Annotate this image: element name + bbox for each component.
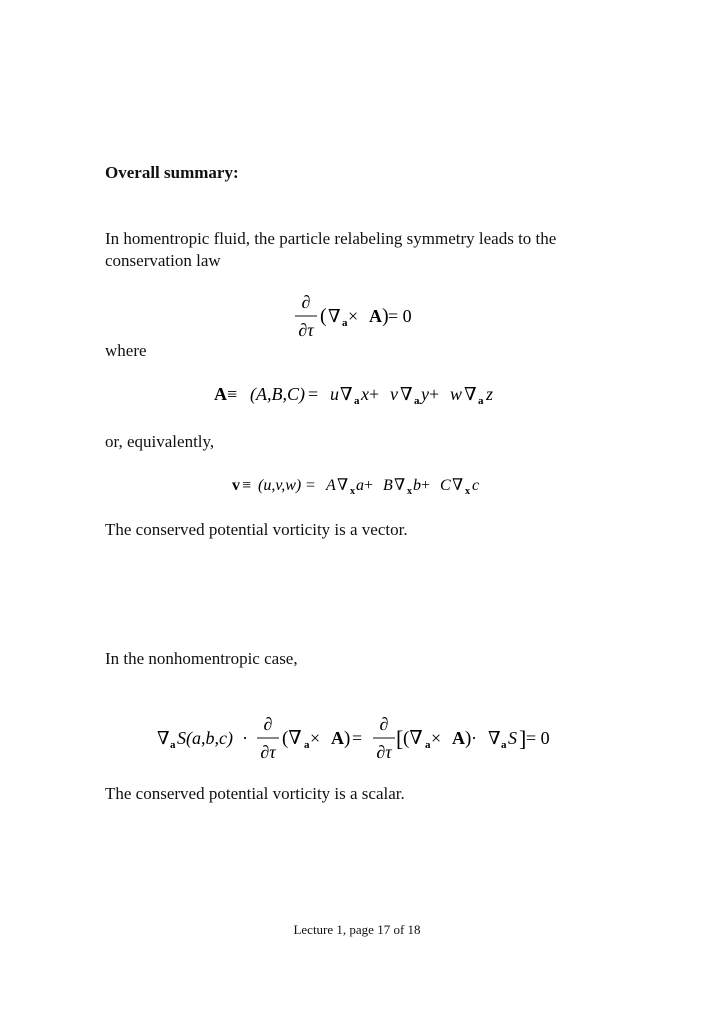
sub-a-1: a <box>354 395 360 407</box>
times-2: × <box>431 728 442 748</box>
equals-zero: = 0 <box>388 306 412 326</box>
partial-numerator-2: ∂ <box>379 714 389 734</box>
partial-denominator: ∂τ <box>298 320 314 340</box>
nonhomentropic-equation <box>0 712 714 768</box>
coef-B: B <box>383 477 393 494</box>
vector-A: A <box>369 306 382 326</box>
scalar-statement: The conserved potential vorticity is a scalar. <box>105 784 405 803</box>
cdot-2: · <box>471 728 477 748</box>
right-bracket: ] <box>519 726 527 751</box>
plus-1: + <box>364 477 374 494</box>
var-b: b <box>413 477 421 494</box>
sub-x-2: x <box>407 486 412 497</box>
close-paren-1: ) <box>344 728 351 749</box>
equiv-symbol: ≡ <box>227 384 238 404</box>
sub-a-4: a <box>501 739 507 751</box>
S-abc: S(a,b,c) <box>177 728 233 748</box>
nonhomentropic-text: In the nonhomentropic case, <box>105 649 298 668</box>
vector-A-1: A <box>331 728 344 748</box>
curl-open-2: (∇ <box>403 728 423 749</box>
open-paren: ( <box>320 305 327 327</box>
var-a: a <box>356 477 364 494</box>
nabla-1: ∇ <box>340 384 353 404</box>
section-heading: Overall summary: <box>105 163 239 182</box>
var-x: x <box>361 384 369 404</box>
var-z: z <box>486 384 494 404</box>
plus-1: + <box>369 384 380 404</box>
times-symbol: × <box>348 306 359 326</box>
var-S: S <box>508 728 517 748</box>
vector-A-2: A <box>452 728 465 748</box>
equiv-symbol: ≡ <box>242 477 252 494</box>
coef-w: w <box>450 384 463 404</box>
var-c: c <box>472 477 480 494</box>
sub-a-1: a <box>170 739 176 751</box>
equals-symbol: = <box>306 477 316 494</box>
sub-a-2: a <box>414 395 420 407</box>
plus-2: + <box>421 477 431 494</box>
plus-2: + <box>429 384 440 404</box>
left-bracket: [ <box>396 726 404 751</box>
nabla-3: ∇ <box>464 384 477 404</box>
sub-a-3: a <box>478 395 484 407</box>
close-paren: ) <box>382 305 389 327</box>
sub-x-3: x <box>465 486 470 497</box>
sub-a-2: a <box>304 739 310 751</box>
var-y: y <box>421 384 429 404</box>
ABC-tuple: (A,B,C) <box>250 384 305 404</box>
nabla-symbol: ∇ <box>328 306 341 326</box>
coef-u: u <box>330 384 339 404</box>
intro-paragraph <box>105 228 556 272</box>
nabla-3: ∇ <box>452 477 464 494</box>
coef-C: C <box>440 477 451 494</box>
equals-zero: = 0 <box>526 728 550 748</box>
close-paren-2: ) <box>465 728 472 749</box>
equals-symbol: = <box>308 384 319 404</box>
equivalently-text: or, equivalently, <box>105 432 215 451</box>
vector-statement: The conserved potential vorticity is a vector. <box>105 520 408 539</box>
partial-numerator: ∂ <box>301 292 311 312</box>
subscript-a: a <box>342 317 348 329</box>
nabla-2: ∇ <box>394 477 406 494</box>
nabla-4: ∇ <box>488 728 501 748</box>
conservation-law-equation <box>0 288 714 344</box>
vector-v: v <box>232 477 240 494</box>
vector-A: A <box>214 384 227 404</box>
nabla-2: ∇ <box>400 384 413 404</box>
partial-denominator-1: ∂τ <box>260 742 276 762</box>
where-text: where <box>105 341 147 360</box>
sub-a-3: a <box>425 739 431 751</box>
uvw-tuple: (u,v,w) <box>258 477 302 494</box>
coef-A: A <box>326 477 336 494</box>
page-footer: Lecture 1, page 17 of 18 <box>293 922 421 937</box>
times-1: × <box>310 728 321 748</box>
partial-numerator-1: ∂ <box>263 714 273 734</box>
nabla-1: ∇ <box>337 477 349 494</box>
intro-line-2: conservation law <box>105 251 221 270</box>
partial-denominator-2: ∂τ <box>376 742 392 762</box>
equals-symbol: = <box>352 728 363 748</box>
coef-v: v <box>390 384 398 404</box>
cdot-1: · <box>242 728 248 748</box>
curl-open-1: (∇ <box>282 728 302 749</box>
intro-line-1: In homentropic fluid, the particle relabeling symmetry leads to the <box>105 229 557 248</box>
nabla-1: ∇ <box>157 728 170 748</box>
A-definition-equation <box>0 378 714 412</box>
v-definition-equation <box>0 470 714 502</box>
sub-x-1: x <box>350 486 355 497</box>
